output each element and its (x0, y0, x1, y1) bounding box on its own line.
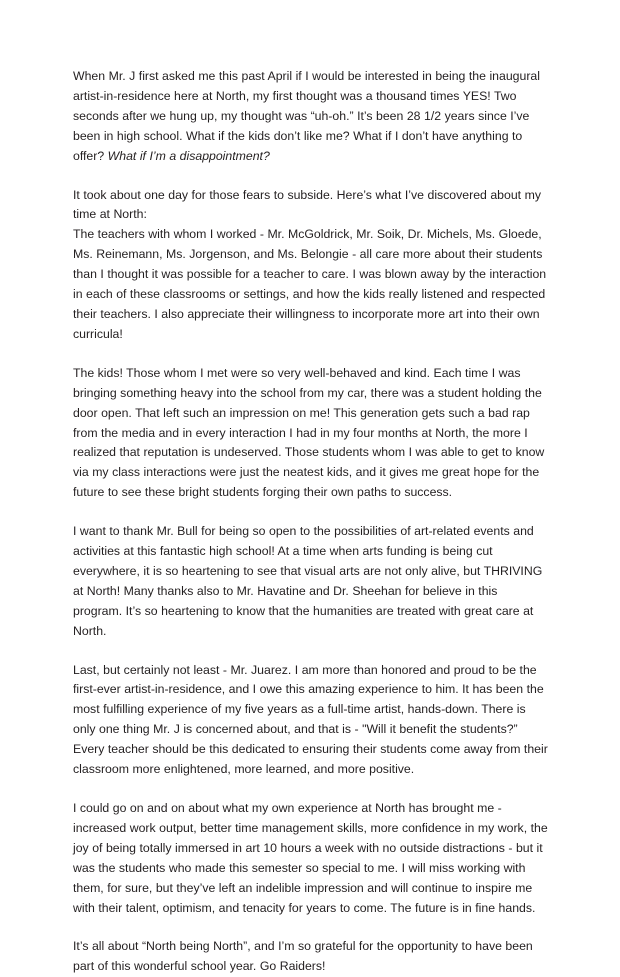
paragraph-1 (73, 67, 548, 167)
paragraph-4: I want to thank Mr. Bull for being so open to the possibilities of art-related events and activities at this fantastic high school! At a time when arts funding is being cut everywhere, it is so heartening to see that visual arts are not only alive, but THRIVING at North! Many thanks also to Mr. Havatine and Dr. Sheehan for believe in this program. It’s so heartening to know that the humanities are treated with great care at North. (73, 524, 543, 638)
paragraph-1-italic-phrase: What if I’m a disappointment? (107, 148, 270, 163)
paragraph-1-text: When Mr. J first asked me this past April if I would be interested in being the inaugural artist-in-residence here at North, my first thought was a thousand times YES! Two seconds after we hung up, my thought was “uh-oh.” It’s been 28 1/2 years since I’ve been in high school. What if the kids don’t like me? What if I don’t have anything to offer? (73, 69, 540, 163)
paragraph-2: It took about one day for those fears to subside. Here’s what I’ve discovered about my time at North: The teachers with whom I worked - Mr. McGoldrick, Mr. Soik, Dr. Michels, Ms. Gloede, Ms. Reinemann, Ms. Jorgenson, and Ms. Belongie - all care more about their students than I thought it was possible for a teacher to care. I was blown away by the interaction in each of these classrooms or settings, and how the kids really listened and respected their teachers. I also appreciate their willingness to incorporate more art into their own curricula! (73, 187, 547, 341)
paragraph-6: I could go on and on about what my own experience at North has brought me - increased work output, better time management skills, more confidence in my work, the joy of being totally immersed in art 10 hours a week with no outside distractions - but it was the students who made this semester so special to me. I will miss working with them, for sure, but they’ve left an indelible impression and will continue to inspire me with their talent, optimism, and tenacity for years to come. The future is in fine hands. (73, 801, 548, 915)
paragraph-3: The kids! Those whom I met were so very well-behaved and kind. Each time I was bringing something heavy into the school from my car, there was a student holding the door open. That left such an impression on me! This generation gets such a bad rap from the media and in every interaction I had in my four months at North, the more I realized that reputation is undeserved. Those students whom I was able to get to know via my class interactions were just the neatest kids, and it gives me great hope for the future to see these bright students forging their own paths to success. (73, 365, 545, 500)
document-text-body (73, 67, 548, 977)
paragraph-7: It’s all about “North being North”, and I’m so grateful for the opportunity to have been part of this wonderful school year. Go Raiders! (73, 939, 533, 974)
paragraph-5: Last, but certainly not least - Mr. Juarez. I am more than honored and proud to be the first-ever artist-in-residence, and I owe this amazing experience to him. It has been the most fulfilling experience of my five years as a full-time artist, hands-down. There is only one thing Mr. J is concerned about, and that is - "Will it benefit the students?” Every teacher should be this dedicated to ensuring their students come away from their classroom more enlightened, more learned, and more positive. (73, 662, 548, 777)
